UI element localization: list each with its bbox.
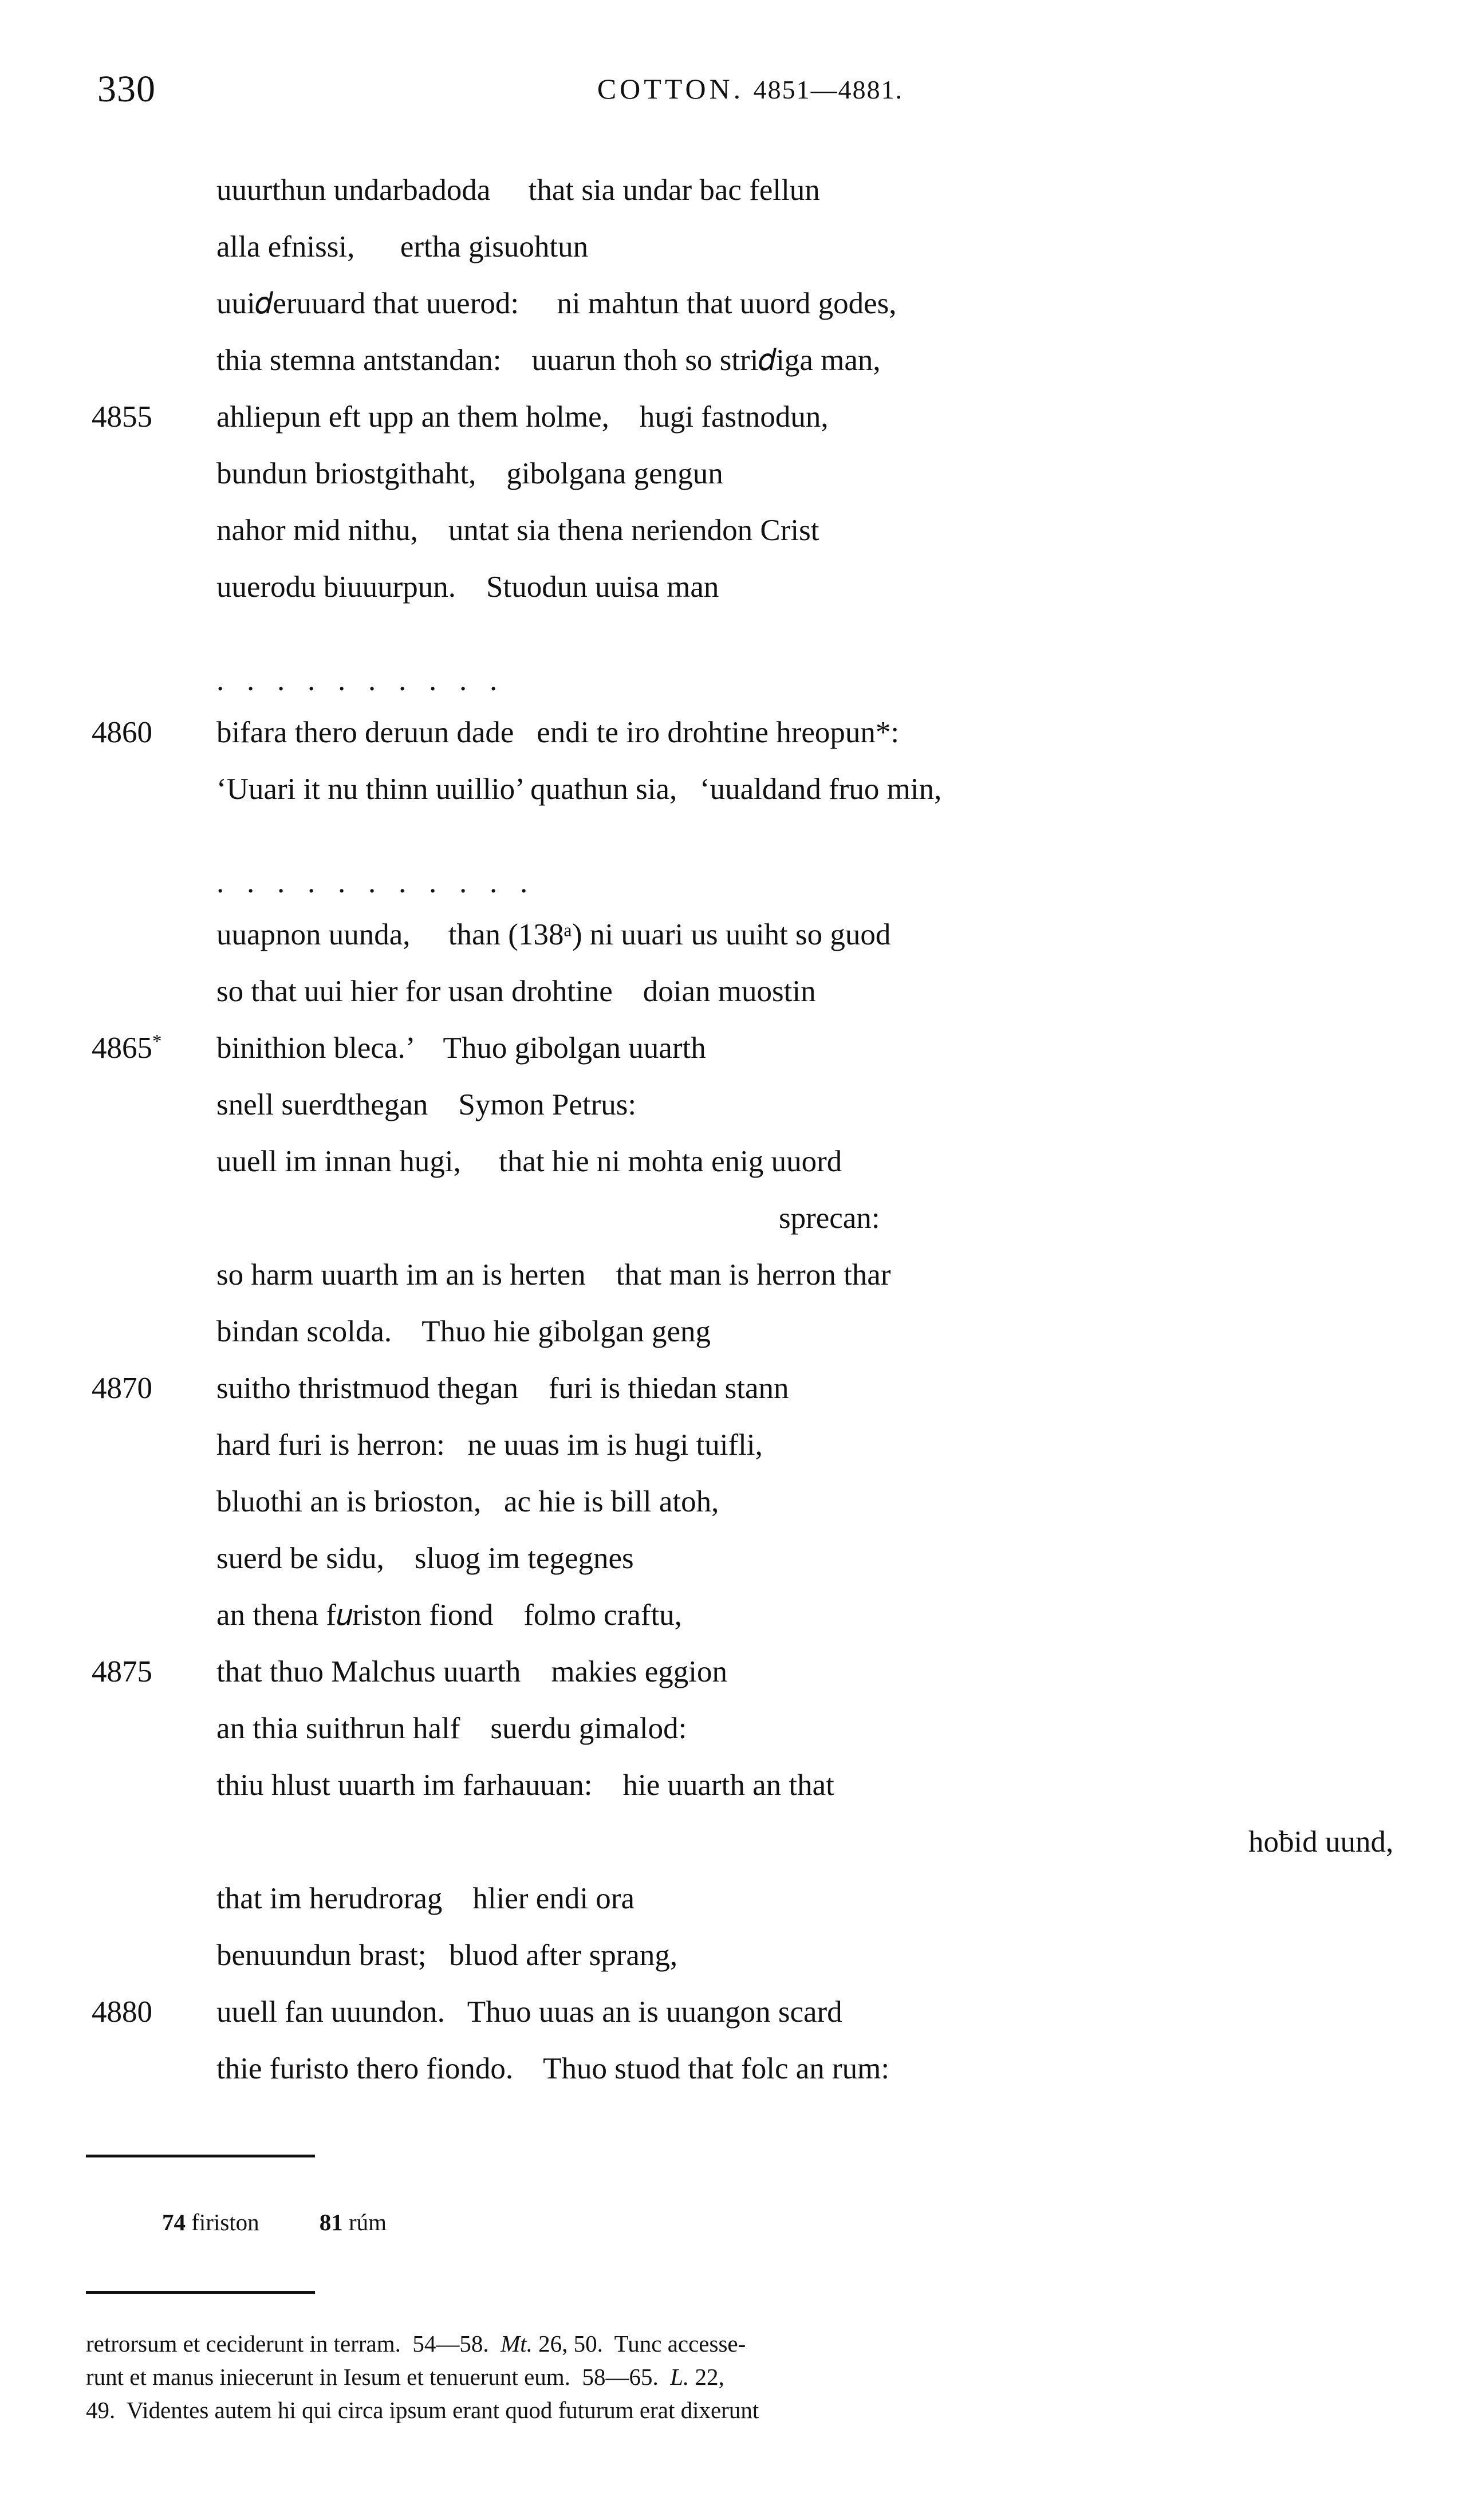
- apparatus-rule-bottom: [86, 2291, 315, 2294]
- verse-line-text: bifara thero deruun dade endi te iro drohtine hreopun*:: [216, 716, 900, 749]
- verse-line: [0, 1767, 1466, 1824]
- omission-dots: . . . . . . . . . . .: [216, 866, 528, 899]
- verse-line: [0, 916, 1466, 973]
- verse-line-text: benuundun brast; bluod after sprang,: [216, 1939, 678, 1972]
- footnote-siglum: Mt.: [501, 2330, 533, 2357]
- verse-line-text: that im herudrorag hlier endi ora: [216, 1882, 635, 1915]
- verse-line: [0, 1880, 1466, 1937]
- verse-line-text: ‘Uuari it nu thinn uuillio’ quathun sia, ‘uualdand fruo min,: [216, 773, 942, 806]
- verse-line-text: uuell im innan hugi, that hie ni mohta enig uuord: [216, 1145, 842, 1178]
- verse-line-text: suerd be sidu, sluog im tegegnes: [216, 1542, 634, 1575]
- verse-line: [0, 771, 1466, 828]
- verse-line: [0, 1030, 1466, 1086]
- verse-line-text: ahliepun eft upp an them holme, hugi fastnodun,: [216, 400, 829, 434]
- running-head-title: [0, 72, 1466, 105]
- verse-line-number-value: 4860: [92, 716, 152, 749]
- verse-line-number-value: 4865: [92, 1031, 152, 1065]
- verse-line: [0, 399, 1466, 455]
- footnote-siglum: L.: [670, 2364, 689, 2390]
- verse-line-number-value: 4870: [92, 1372, 152, 1405]
- verse-line-text: nahor mid nithu, untat sia thena neriendon Crist: [216, 514, 819, 547]
- verse-line: [0, 512, 1466, 569]
- verse-line-text: bindan scolda. Thuo hie gibolgan geng: [216, 1315, 711, 1348]
- apparatus-line-number: 81: [319, 2209, 343, 2235]
- verse-line: [0, 1313, 1466, 1370]
- verse-line: [0, 569, 1466, 625]
- verse-line-number-value: 4880: [92, 1995, 152, 2029]
- verse-line-text: hoƀid uund,: [1248, 1825, 1394, 1858]
- verse-line-text: hard furi is herron: ne uuas im is hugi tuifli,: [216, 1428, 763, 1462]
- verse-line: [0, 2050, 1466, 2107]
- running-head-range: 4851—4881.: [753, 75, 904, 104]
- running-head: [0, 68, 1466, 119]
- verse-line-number: [92, 400, 212, 434]
- apparatus-space: [343, 2209, 349, 2235]
- verse-text-block: [0, 172, 1466, 2107]
- apparatus-reading: firiston: [191, 2209, 259, 2235]
- verse-line-text: that thuo Malchus uuarth makies eggion: [216, 1655, 727, 1688]
- omission-dots-row: [0, 657, 1466, 714]
- verse-line-number-value: 4855: [92, 400, 152, 434]
- verse-line-text: so that uui hier for usan drohtine doian muostin: [216, 975, 816, 1008]
- verse-line: [0, 172, 1466, 229]
- verse-line: [0, 1994, 1466, 2050]
- verse-line-text: thia stemna antstandan: uuarun thoh so stri𝑑iga man,: [216, 344, 881, 377]
- verse-line-text: sprecan:: [779, 1202, 880, 1235]
- verse-line: [0, 1200, 1466, 1257]
- verse-line-text: snell suerdthegan Symon Petrus:: [216, 1088, 637, 1121]
- verse-line-text: uuell fan uuundon. Thuo uuas an is uuangon scard: [216, 1995, 842, 2029]
- verse-line: [0, 1086, 1466, 1143]
- verse-line-number-asterisk: *: [152, 1031, 162, 1052]
- verse-line-text: alla efnissi, ertha gisuohtun: [216, 230, 589, 263]
- verse-line: [0, 1370, 1466, 1427]
- page-number: 330: [97, 68, 156, 110]
- verse-line: [0, 1427, 1466, 1483]
- verse-line: [0, 714, 1466, 771]
- running-head-work: COTTON.: [597, 73, 744, 105]
- latin-source-footnote: [86, 2327, 1386, 2427]
- verse-line-number: [92, 1371, 212, 1405]
- apparatus-rule-top: [86, 2155, 315, 2157]
- verse-line: [0, 229, 1466, 285]
- verse-spacer: [0, 828, 1466, 860]
- verse-line: [0, 1824, 1466, 1880]
- verse-line: [0, 1653, 1466, 1710]
- apparatus-reading: rúm: [348, 2209, 387, 2235]
- verse-line-text: thiu hlust uuarth im farhauuan: hie uuarth an that: [216, 1769, 834, 1802]
- verse-line: [0, 1597, 1466, 1653]
- verse-line: [0, 1937, 1466, 1994]
- omission-dots: . . . . . . . . . .: [216, 664, 498, 697]
- verse-line-text: bluothi an is brioston, ac hie is bill atoh,: [216, 1485, 719, 1518]
- verse-line: [0, 285, 1466, 342]
- omission-dots-row: [0, 860, 1466, 916]
- verse-line-text: thie furisto thero fiondo. Thuo stuod that folc an rum:: [216, 2052, 890, 2085]
- verse-line-number: [92, 1995, 212, 2029]
- verse-line: [0, 342, 1466, 399]
- verse-line-text: binithion bleca.’ Thuo gibolgan uuarth: [216, 1031, 706, 1065]
- verse-line: [0, 1483, 1466, 1540]
- verse-line-text: suitho thristmuod thegan furi is thiedan stann: [216, 1372, 789, 1405]
- verse-line-text: uuerodu biuuurpun. Stuodun uuisa man: [216, 570, 719, 604]
- verse-line-number: [92, 1655, 212, 1689]
- apparatus-space: [186, 2209, 191, 2235]
- verse-line: [0, 1257, 1466, 1313]
- verse-line-number-value: 4875: [92, 1655, 152, 1688]
- verse-line: [0, 1143, 1466, 1200]
- verse-line-number: [92, 1031, 212, 1065]
- verse-line-text: bundun briostgithaht, gibolgana gengun: [216, 457, 723, 490]
- apparatus-line-number: 74: [162, 2209, 186, 2235]
- verse-line: [0, 973, 1466, 1030]
- verse-line-text: uuurthun undarbadoda that sia undar bac fellun: [216, 174, 820, 207]
- footnote-line: runt et manus iniecerunt in Iesum et tenuerunt eum. 58—65. L. 22,: [86, 2364, 724, 2390]
- verse-line-text: an thia suithrun half suerdu gimalod:: [216, 1712, 687, 1745]
- verse-line-text: an thena f𝑢riston fiond folmo craftu,: [216, 1598, 682, 1632]
- verse-line-text: uui𝑑eruuard that uuerod: ni mahtun that uuord godes,: [216, 287, 897, 320]
- verse-line: [0, 1710, 1466, 1767]
- verse-line: [0, 455, 1466, 512]
- verse-line-text: so harm uuarth im an is herten that man is herron thar: [216, 1258, 891, 1292]
- footnote-line: retrorsum et ceciderunt in terram. 54—58. Mt. 26, 50. Tunc accesse-: [86, 2330, 746, 2357]
- footnote-line: 49. Videntes autem hi qui circa ipsum erant quod futurum erat dixerunt: [86, 2397, 759, 2423]
- verse-line-text: uuapnon uunda, than (138ᵃ) ni uuari us uuiht so guod: [216, 918, 891, 951]
- verse-spacer: [0, 625, 1466, 657]
- verse-line-number: [92, 715, 212, 750]
- verse-line: [0, 1540, 1466, 1597]
- variant-apparatus: [162, 2208, 387, 2236]
